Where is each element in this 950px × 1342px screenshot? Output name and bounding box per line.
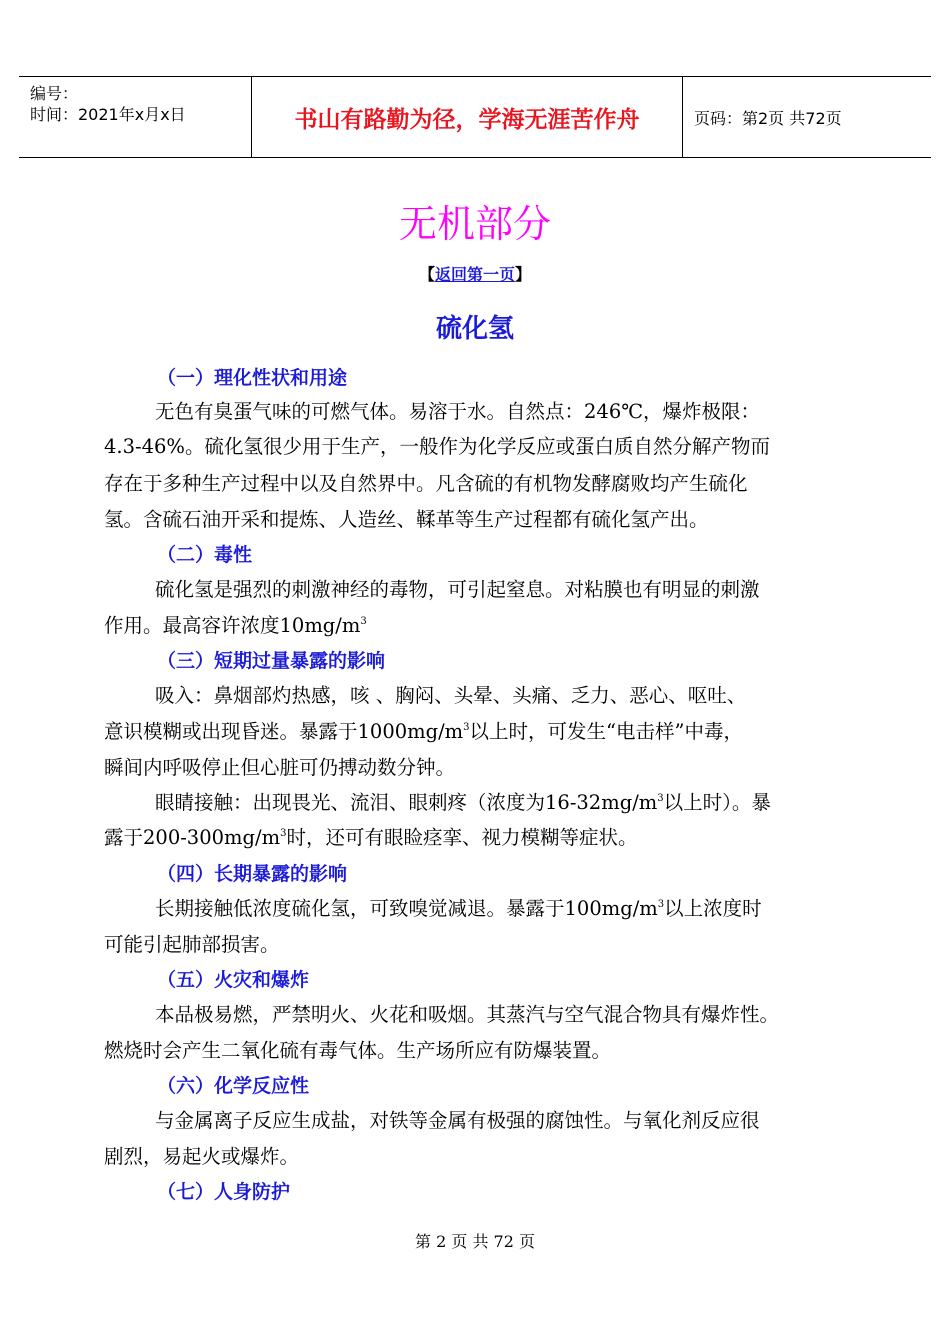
header-page-info: 页码：第2页 共72页 [694, 108, 842, 128]
page-title: 无机部分 [398, 202, 551, 246]
section-heading-toxicity: （二）毒性 [157, 544, 253, 566]
paragraph-line: 本品极易燃，严禁明火、火花和吸烟。其蒸汽与空气混合物具有爆炸性。 [155, 1003, 780, 1026]
chemical-title: 硫化氢 [435, 314, 514, 344]
paragraph-line: 可能引起肺部损害。 [104, 933, 280, 956]
header-motto: 书山有路勤为径，学海无涯苦作舟 [252, 77, 683, 157]
paragraph-line: 剧烈，易起火或爆炸。 [104, 1145, 300, 1168]
paragraph-line: 露于$200-300mg/m^3$时，还可有眼睑痉挛、视力模糊等症状。 [104, 826, 638, 849]
section-heading-properties: （一）理化性状和用途 [157, 367, 348, 389]
section-heading-long-term: （四）长期暴露的影响 [157, 863, 348, 885]
paragraph-line: 眼睛接触：出现畏光、流泪、眼刺疼（浓度为$16-32mg/m^3$以上时）。暴 [155, 791, 771, 814]
document-time-label: 时间：2021年x月x日 [30, 105, 186, 124]
section-heading-protection: （七）人身防护 [157, 1181, 291, 1203]
page-header [19, 76, 931, 158]
header-meta [19, 77, 252, 157]
paragraph-line: 氢。含硫石油开采和提炼、人造丝、鞣革等生产过程都有硫化氢产出。 [104, 508, 709, 531]
paragraph-line: 存在于多种生产过程中以及自然界中。凡含硫的有机物发酵腐败均产生硫化 [104, 472, 748, 495]
paragraph-line: 无色有臭蛋气味的可燃气体。易溶于水。自然点：246℃，爆炸极限： [155, 400, 761, 423]
back-to-first-page-link[interactable]: 返回第一页 [434, 265, 515, 284]
paragraph-line: 与金属离子反应生成盐，对铁等金属有极强的腐蚀性。与氧化剂反应很 [155, 1109, 760, 1132]
paragraph-line: 硫化氢是强烈的刺激神经的毒物，可引起窒息。对粘膜也有明显的刺激 [155, 578, 760, 601]
paragraph-line: 瞬间内呼吸停止但心脏可仍搏动数分钟。 [104, 756, 456, 779]
section-heading-fire: （五）火灾和爆炸 [157, 969, 310, 991]
back-link-container: 【返回第一页】 [418, 265, 532, 284]
paragraph-line: 燃烧时会产生二氧化硫有毒气体。生产场所应有防爆装置。 [104, 1039, 612, 1062]
page-footer: 第 2 页 共 72 页 [415, 1232, 535, 1251]
section-heading-reactivity: （六）化学反应性 [157, 1075, 310, 1097]
paragraph-line: 意识模糊或出现昏迷。暴露于$1000mg/m^3$以上时，可发生“电击样”中毒， [104, 720, 743, 743]
paragraph-line: 作用。最高容许浓度$10mg/m^3$ [104, 614, 367, 637]
section-heading-short-term: （三）短期过量暴露的影响 [157, 650, 386, 672]
paragraph-line: 长期接触低浓度硫化氢，可致嗅觉减退。暴露于$100mg/m^3$以上浓度时 [155, 897, 762, 920]
document-number-label: 编号： [30, 84, 79, 103]
paragraph-line: 吸入：鼻烟部灼热感，咳 、胸闷、头晕、头痛、乏力、恶心、呕吐、 [155, 684, 747, 707]
paragraph-line: 4.3-46%。硫化氢很少用于生产，一般作为化学反应或蛋白质自然分解产物而 [104, 435, 770, 458]
